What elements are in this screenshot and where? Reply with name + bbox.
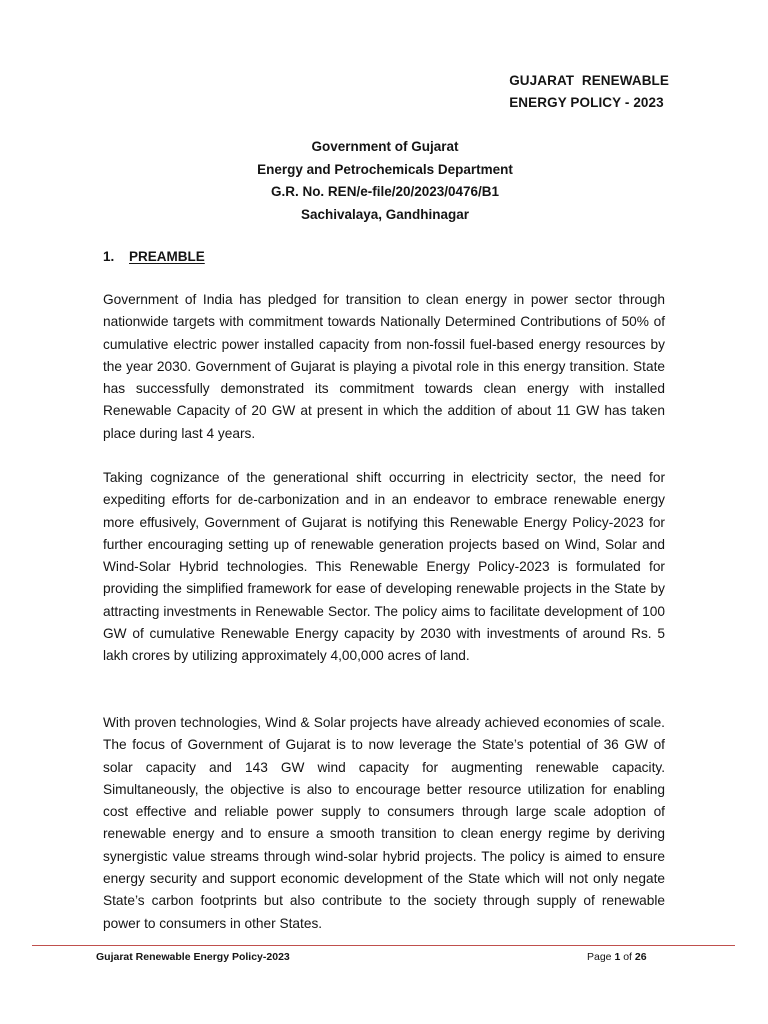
office-location: Sachivalaya, Gandhinagar bbox=[300, 206, 470, 222]
policy-title-line-1: GUJARAT RENEWABLE bbox=[509, 73, 669, 88]
policy-title-line-2: ENERGY POLICY - 2023 bbox=[509, 95, 664, 110]
paragraph-1: Government of India has pledged for transition to clean energy in power sector through nationwide targets with commitment towards Nationally Determined Contributions of 50% of cumulative electric power installed capacity from non-fossil fuel-based energy resources by the year 2030. Government of Gujarat is playing a pivotal role in this energy transition. State has successfully demonstrated its commitment towards clean energy with installed Renewable Capacity of 20 GW at present in which the addition of about 11 GW has taken place during last 4 years. bbox=[103, 292, 665, 441]
page-of: of bbox=[623, 951, 632, 963]
policy-title bbox=[509, 70, 669, 114]
page-total: 26 bbox=[634, 951, 647, 963]
page-label: Page bbox=[587, 951, 612, 963]
footer-page-number bbox=[587, 950, 647, 964]
footer-document-title: Gujarat Renewable Energy Policy-2023 bbox=[96, 951, 290, 963]
section-title: PREAMBLE bbox=[129, 249, 205, 264]
department-name: Energy and Petrochemicals Department bbox=[257, 161, 513, 177]
paragraph-2: Taking cognizance of the generational shift occurring in electricity sector, the need for expediting efforts for de-carbonization and in an endeavor to embrace renewable energy more effusively, Government of Gujarat is notifying this Renewable Energy Policy-2023 for further encouraging setting up of renewable generation projects based on Wind, Solar and Wind-Solar Hybrid technologies. This Renewable Energy Policy-2023 is formulated for providing the simplified framework for ease of developing renewable projects in the State by attracting investments in Renewable Sector. The policy aims to facilitate development of 100 GW of cumulative Renewable Energy capacity by 2030 with investments of around Rs. 5 lakh crores by utilizing approximately 4,00,000 acres of land. bbox=[103, 470, 665, 664]
government-order-header bbox=[0, 136, 768, 226]
paragraph-3: With proven technologies, Wind & Solar projects have already achieved economies of scale. The focus of Government of Gujarat is to now leverage the State’s potential of 36 GW of solar capacity and 143 GW wind capacity for augmenting renewable capacity. Simultaneously, the objective is also to encourage better resource utilization for enabling cost effective and reliable power supply to consumers through large scale adoption of renewable energy and to ensure a smooth transition to clean energy regime by deriving synergistic value streams through wind-solar hybrid projects. The policy is aimed to ensure energy security and support economic development of the State which will not only negate State’s carbon footprints but also contribute to the society through supply of renewable power to consumers in other States. bbox=[103, 715, 665, 931]
section-heading-preamble bbox=[103, 248, 205, 266]
government-name: Government of Gujarat bbox=[311, 139, 459, 154]
gr-number: G.R. No. REN/e-file/20/2023/0476/B1 bbox=[270, 184, 500, 199]
footer-divider bbox=[32, 945, 735, 946]
section-number: 1. bbox=[103, 249, 115, 264]
page-current: 1 bbox=[614, 951, 621, 963]
